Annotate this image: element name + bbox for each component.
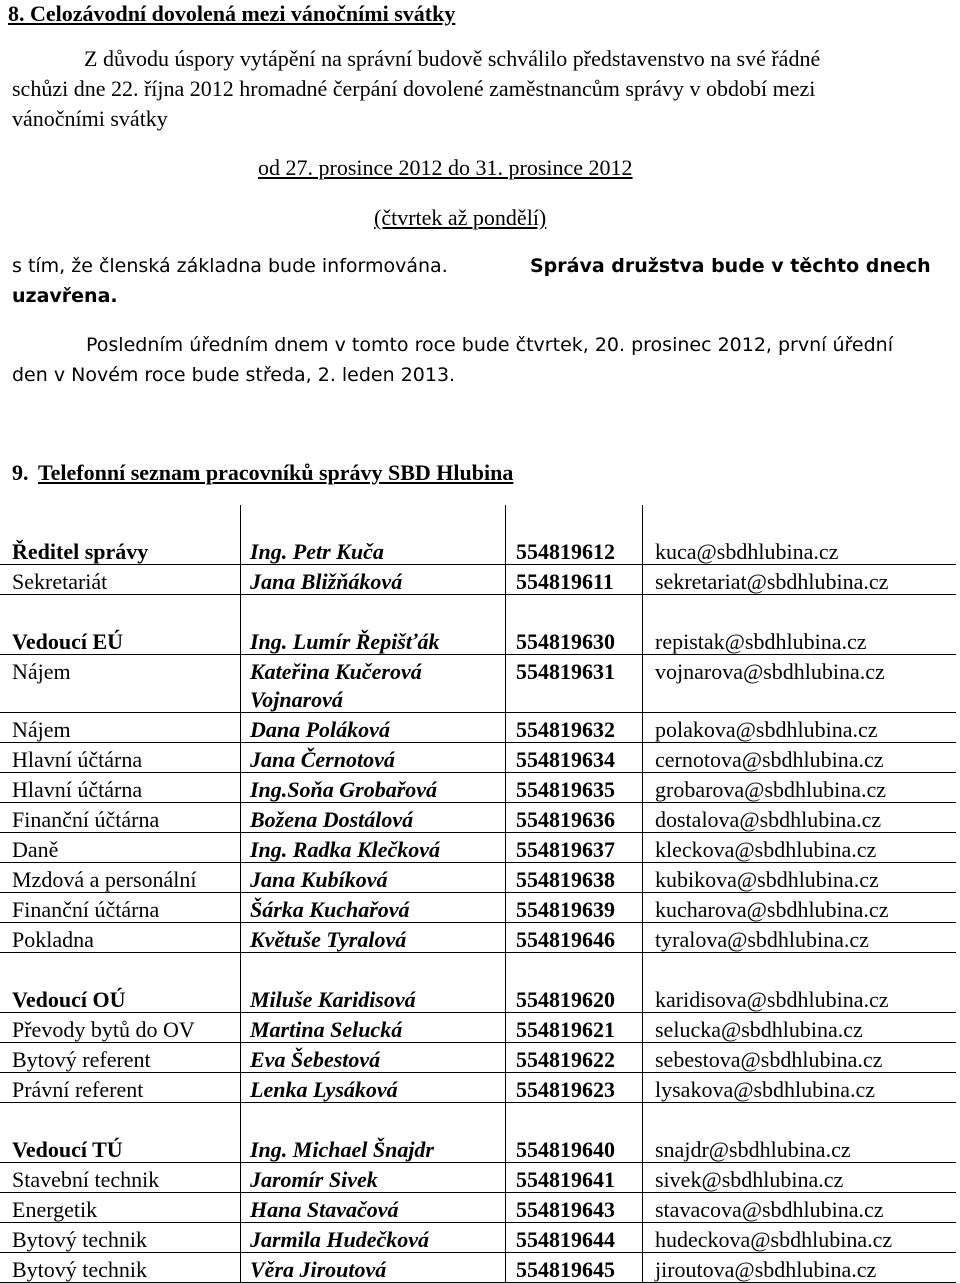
staff-email[interactable]: snajdr@sbdhlubina.cz bbox=[655, 1137, 851, 1162]
holiday-days: (čtvrtek až pondělí) bbox=[374, 205, 547, 230]
staff-phone: 554819612 bbox=[516, 539, 615, 564]
staff-role: Vedoucí TÚ bbox=[12, 1137, 123, 1162]
staff-role: Pokladna bbox=[12, 927, 94, 952]
staff-email[interactable]: hudeckova@sbdhlubina.cz bbox=[655, 1227, 893, 1252]
staff-role: Sekretariát bbox=[12, 569, 108, 594]
staff-role: Hlavní účtárna bbox=[12, 747, 143, 772]
staff-name: Kateřina Kučerová bbox=[250, 659, 422, 684]
staff-email[interactable]: sebestova@sbdhlubina.cz bbox=[655, 1047, 883, 1072]
staff-name: Věra Jiroutová bbox=[250, 1257, 387, 1282]
staff-phone: 554819646 bbox=[516, 927, 615, 952]
staff-role: Převody bytů do OV bbox=[12, 1017, 195, 1042]
staff-name: Lenka Lysáková bbox=[250, 1077, 398, 1102]
staff-email[interactable]: jiroutova@sbdhlubina.cz bbox=[655, 1257, 877, 1282]
staff-phone: 554819611 bbox=[516, 569, 614, 594]
staff-role: Nájem bbox=[12, 659, 71, 684]
staff-role: Vedoucí OÚ bbox=[12, 987, 126, 1012]
staff-name: Květuše Tyralová bbox=[250, 927, 407, 952]
table-row bbox=[0, 773, 960, 803]
staff-email[interactable]: vojnarova@sbdhlubina.cz bbox=[655, 659, 885, 684]
staff-role: Mzdová a personální bbox=[12, 867, 197, 892]
table-row bbox=[0, 953, 960, 1013]
info-text: s tím, že členská základna bude informována. bbox=[12, 255, 448, 277]
staff-phone: 554819645 bbox=[516, 1257, 615, 1282]
staff-name: Šárka Kuchařová bbox=[250, 897, 410, 922]
table-row bbox=[0, 743, 960, 773]
staff-phone: 554819634 bbox=[516, 747, 615, 772]
last-day-text: Posledním úředním dnem v tomto roce bude čtvrtek, 20. prosinec 2012, první úřední bbox=[86, 334, 893, 356]
staff-phone: 554819621 bbox=[516, 1017, 615, 1042]
staff-name: Jana Černotová bbox=[250, 747, 395, 772]
staff-phone: 554819632 bbox=[516, 717, 615, 742]
table-row bbox=[0, 803, 960, 833]
paragraph-line: schůzi dne 22. října 2012 hromadné čerpání dovolené zaměstnancům správy v období mezi bbox=[12, 76, 816, 101]
staff-email[interactable]: dostalova@sbdhlubina.cz bbox=[655, 807, 882, 832]
section-8-heading: 8. Celozávodní dovolená mezi vánočními svátky bbox=[8, 1, 456, 26]
staff-role: Vedoucí EÚ bbox=[12, 629, 124, 654]
staff-role: Nájem bbox=[12, 717, 71, 742]
staff-name: Martina Selucká bbox=[250, 1017, 403, 1042]
staff-role: Daně bbox=[12, 837, 59, 862]
staff-name: Ing. Petr Kuča bbox=[250, 539, 384, 564]
table-row bbox=[0, 713, 960, 743]
staff-email[interactable]: kuca@sbdhlubina.cz bbox=[655, 539, 839, 564]
staff-phone: 554819623 bbox=[516, 1077, 615, 1102]
table-row bbox=[0, 655, 960, 713]
staff-name: Eva Šebestová bbox=[250, 1047, 381, 1072]
staff-name: Jaromír Sivek bbox=[250, 1167, 378, 1192]
table-row bbox=[0, 595, 960, 655]
staff-phone: 554819639 bbox=[516, 897, 615, 922]
section-9-number: 9. bbox=[12, 460, 29, 485]
staff-email[interactable]: grobarova@sbdhlubina.cz bbox=[655, 777, 887, 802]
staff-phone: 554819620 bbox=[516, 987, 615, 1012]
table-row bbox=[0, 893, 960, 923]
info-text-bold: uzavřena. bbox=[12, 285, 118, 307]
staff-phone: 554819641 bbox=[516, 1167, 615, 1192]
staff-name: Ing. Lumír Řepišťák bbox=[250, 629, 440, 654]
info-text-bold: Správa družstva bude v těchto dnech bbox=[530, 255, 931, 277]
staff-email[interactable]: lysakova@sbdhlubina.cz bbox=[655, 1077, 876, 1102]
staff-role: Finanční účtárna bbox=[12, 807, 160, 832]
staff-phone: 554819630 bbox=[516, 629, 615, 654]
staff-email[interactable]: cernotova@sbdhlubina.cz bbox=[655, 747, 884, 772]
table-row bbox=[0, 1253, 960, 1283]
staff-name: Jarmila Hudečková bbox=[250, 1227, 430, 1252]
staff-email[interactable]: sekretariat@sbdhlubina.cz bbox=[655, 569, 889, 594]
staff-name: Jana Bližňáková bbox=[250, 569, 403, 594]
table-row bbox=[0, 1163, 960, 1193]
staff-phone: 554819635 bbox=[516, 777, 615, 802]
staff-name-line2: Vojnarová bbox=[250, 687, 343, 712]
staff-email[interactable]: kubikova@sbdhlubina.cz bbox=[655, 867, 879, 892]
staff-phone: 554819631 bbox=[516, 659, 615, 684]
staff-role: Energetik bbox=[12, 1197, 98, 1222]
staff-name: Hana Stavačová bbox=[250, 1197, 399, 1222]
last-day-text: den v Novém roce bude středa, 2. leden 2013. bbox=[12, 364, 456, 386]
staff-role: Bytový technik bbox=[12, 1257, 148, 1282]
holiday-date-range: od 27. prosince 2012 do 31. prosince 2012 bbox=[258, 155, 633, 180]
paragraph-line: vánočními svátky bbox=[12, 106, 168, 131]
staff-email[interactable]: selucka@sbdhlubina.cz bbox=[655, 1017, 863, 1042]
table-row bbox=[0, 1043, 960, 1073]
staff-email[interactable]: kleckova@sbdhlubina.cz bbox=[655, 837, 877, 862]
staff-name: Miluše Karidisová bbox=[250, 987, 416, 1012]
table-row bbox=[0, 863, 960, 893]
staff-name: Ing.Soňa Grobařová bbox=[250, 777, 438, 802]
staff-email[interactable]: karidisova@sbdhlubina.cz bbox=[655, 987, 889, 1012]
staff-email[interactable]: kucharova@sbdhlubina.cz bbox=[655, 897, 889, 922]
staff-name: Božena Dostálová bbox=[250, 807, 414, 832]
staff-role: Hlavní účtárna bbox=[12, 777, 143, 802]
table-row bbox=[0, 1103, 960, 1163]
staff-role: Finanční účtárna bbox=[12, 897, 160, 922]
staff-name: Jana Kubíková bbox=[250, 867, 388, 892]
table-row bbox=[0, 505, 960, 565]
section-9-heading: Telefonní seznam pracovníků správy SBD Hlubina bbox=[38, 460, 514, 485]
staff-role: Bytový referent bbox=[12, 1047, 151, 1072]
staff-email[interactable]: sivek@sbdhlubina.cz bbox=[655, 1167, 844, 1192]
table-row bbox=[0, 833, 960, 863]
staff-phone: 554819622 bbox=[516, 1047, 615, 1072]
staff-role: Stavební technik bbox=[12, 1167, 160, 1192]
paragraph-line: Z důvodu úspory vytápění na správní budově schválilo představenstvo na své řádné bbox=[84, 46, 821, 71]
staff-email[interactable]: stavacova@sbdhlubina.cz bbox=[655, 1197, 884, 1222]
table-row bbox=[0, 923, 960, 953]
staff-role: Právní referent bbox=[12, 1077, 144, 1102]
table-row bbox=[0, 1223, 960, 1253]
staff-email[interactable]: repistak@sbdhlubina.cz bbox=[655, 629, 867, 654]
staff-name: Ing. Michael Šnajdr bbox=[250, 1137, 434, 1162]
table-row bbox=[0, 1193, 960, 1223]
staff-name: Ing. Radka Klečková bbox=[250, 837, 441, 862]
staff-phone: 554819640 bbox=[516, 1137, 615, 1162]
staff-phone: 554819636 bbox=[516, 807, 615, 832]
staff-name: Dana Poláková bbox=[250, 717, 390, 742]
staff-phone: 554819638 bbox=[516, 867, 615, 892]
table-row bbox=[0, 1013, 960, 1043]
staff-role: Ředitel správy bbox=[12, 539, 149, 564]
staff-role: Bytový technik bbox=[12, 1227, 148, 1252]
staff-email[interactable]: tyralova@sbdhlubina.cz bbox=[655, 927, 869, 952]
staff-email[interactable]: polakova@sbdhlubina.cz bbox=[655, 717, 878, 742]
table-row bbox=[0, 565, 960, 595]
table-row bbox=[0, 1073, 960, 1103]
staff-phone: 554819644 bbox=[516, 1227, 615, 1252]
staff-phone: 554819637 bbox=[516, 837, 615, 862]
staff-phone: 554819643 bbox=[516, 1197, 615, 1222]
